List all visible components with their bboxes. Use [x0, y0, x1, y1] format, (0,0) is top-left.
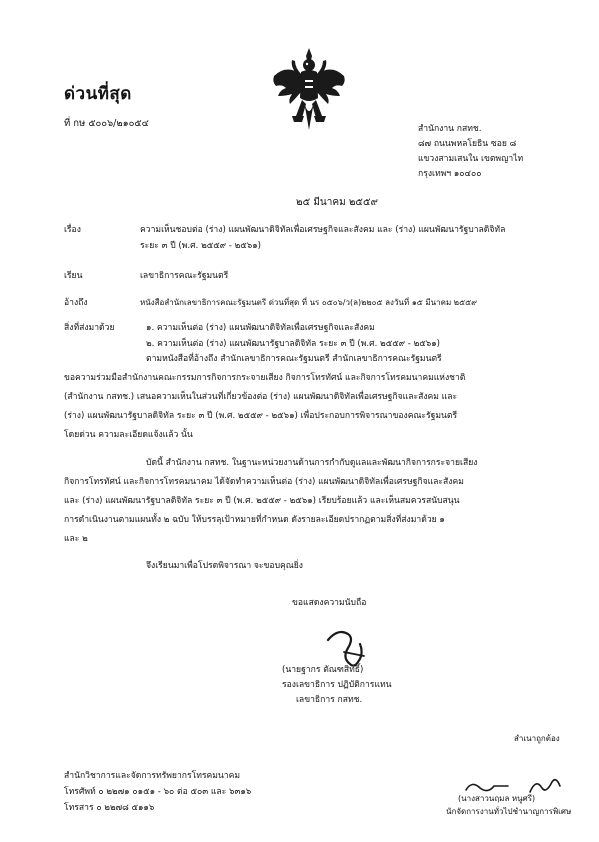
- closing-request: จึงเรียนมาเพื่อโปรดพิจารณา จะขอบคุณยิ่ง: [146, 561, 303, 571]
- body-paragraph-line: และ (ร่าง) แผนพัฒนารัฐบาลดิจิทัล ระยะ ๓ ปี (พ.ศ. ๒๕๕๙ - ๒๕๖๑) เรียบร้อยแล้ว และเห็นสมควรสนับสนุน: [64, 496, 460, 506]
- closing-phrase: ขอแสดงความนับถือ: [292, 598, 367, 608]
- garuda-emblem-icon: [268, 46, 350, 134]
- body-paragraph-line: ขอความร่วมมือสำนักงานคณะกรรมการกิจการกระจายเสียง กิจการโทรทัศน์ และกิจการโทรคมนาคมแห่งชาติ: [64, 373, 466, 383]
- salutation-recipient: เลขาธิการคณะรัฐมนตรี: [140, 271, 229, 281]
- footer-phone: โทรศัพท์ ๐ ๒๒๗๑ ๐๑๕๑ - ๖๐ ต่อ ๕๐๓ และ ๖๓๑๖: [64, 787, 252, 797]
- sender-address-line: สำนักงาน กสทช.: [418, 124, 482, 134]
- sender-address-line: กรุงเทพฯ ๑๐๔๐๐: [418, 169, 482, 179]
- body-paragraph-line: และ ๒: [64, 534, 88, 544]
- subject-label: เรื่อง: [64, 225, 81, 235]
- letter-date: ๒๕ มีนาคม ๒๕๕๙: [296, 197, 378, 208]
- body-paragraph-line: โดยด่วน ความละเอียดแจ้งแล้ว นั้น: [64, 430, 193, 440]
- sender-address-line: ๘๗ ถนนพหลโยธิน ซอย ๘: [418, 139, 517, 149]
- body-paragraph-line: ตามหนังสือที่อ้างถึง สำนักเลขาธิการคณะรัฐมนตรี สำนักเลขาธิการคณะรัฐมนตรี: [146, 354, 442, 364]
- footer-office: สำนักวิชาการและจัดการทรัพยากรโทรคมนาคม: [64, 771, 241, 781]
- subject-line: ความเห็นชอบต่อ (ร่าง) แผนพัฒนาดิจิทัลเพื่อเศรษฐกิจและสังคม และ (ร่าง) แผนพัฒนารัฐบาลดิจิทัล: [140, 225, 506, 235]
- document-number: ที่ กษ ๕๐๐๖/๒๑๐๕๔: [64, 118, 149, 129]
- enclosure-label: สิ่งที่ส่งมาด้วย: [64, 323, 115, 333]
- body-paragraph-line: (สำนักงาน กสทช.) เสนอความเห็นในส่วนที่เกี่ยวข้องต่อ (ร่าง) แผนพัฒนาดิจิทัลเพื่อเศรษฐกิจและสังคม และ: [64, 392, 458, 402]
- body-paragraph-line: กิจการโทรทัศน์ และกิจการโทรคมนาคม ได้จัดทำความเห็นต่อ (ร่าง) แผนพัฒนาดิจิทัลเพื่อเศรษฐกิจและสังคม: [64, 477, 464, 487]
- certified-copy-label: สำเนาถูกต้อง: [514, 734, 560, 743]
- certifier-title: นักจัดการงานทั่วไปชำนาญการพิเศษ: [446, 807, 572, 816]
- footer-fax: โทรสาร ๐ ๒๒๗๘ ๕๑๑๖: [64, 803, 155, 813]
- enclosure-item: ๒. ความเห็นต่อ (ร่าง) แผนพัฒนารัฐบาลดิจิทัล ระยะ ๓ ปี (พ.ศ. ๒๕๕๙ - ๒๕๖๑): [146, 339, 441, 349]
- body-paragraph-line: (ร่าง) แผนพัฒนารัฐบาลดิจิทัล ระยะ ๓ ปี (พ.ศ. ๒๕๕๙ - ๒๕๖๑) เพื่อประกอบการพิจารณาของคณะรัฐมนตรี: [64, 411, 458, 421]
- certifier-name: (นางสาวนฤมล หนูศรี): [458, 794, 536, 803]
- body-paragraph-line: บัดนี้ สำนักงาน กสทช. ในฐานะหน่วยงานด้านการกำกับดูแลและพัฒนากิจการกระจายเสียง: [146, 458, 478, 468]
- subject-line: ระยะ ๓ ปี (พ.ศ. ๒๕๕๙ - ๒๕๖๑): [140, 241, 262, 251]
- signer-organization: เลขาธิการ กสทช.: [296, 695, 363, 705]
- sender-address-line: แขวงสามเสนใน เขตพญาไท: [418, 154, 524, 164]
- signer-title: รองเลขาธิการ ปฏิบัติการแทน: [282, 680, 392, 690]
- urgency-label: ด่วนที่สุด: [64, 84, 132, 104]
- reference-label: อ้างถึง: [64, 298, 88, 308]
- reference-text: หนังสือสำนักเลขาธิการคณะรัฐมนตรี ด่วนที่สุด ที่ นร ๐๕๐๖/ว(ล)๒๒๐๕ ลงวันที่ ๑๕ มีนาคม ๒๕๕๙: [140, 298, 478, 307]
- signer-name: (นายฐากร ตัณฑสิทธิ์): [282, 665, 364, 675]
- body-paragraph-line: การดำเนินงานตามแผนทั้ง ๒ ฉบับ ให้บรรลุเป้าหมายที่กำหนด ดังรายละเอียดปรากฏตามสิ่งที่ส่งมาด้วย ๑: [64, 515, 445, 525]
- salutation-label: เรียน: [64, 271, 83, 281]
- enclosure-item: ๑. ความเห็นต่อ (ร่าง) แผนพัฒนาดิจิทัลเพื่อเศรษฐกิจและสังคม: [146, 323, 375, 333]
